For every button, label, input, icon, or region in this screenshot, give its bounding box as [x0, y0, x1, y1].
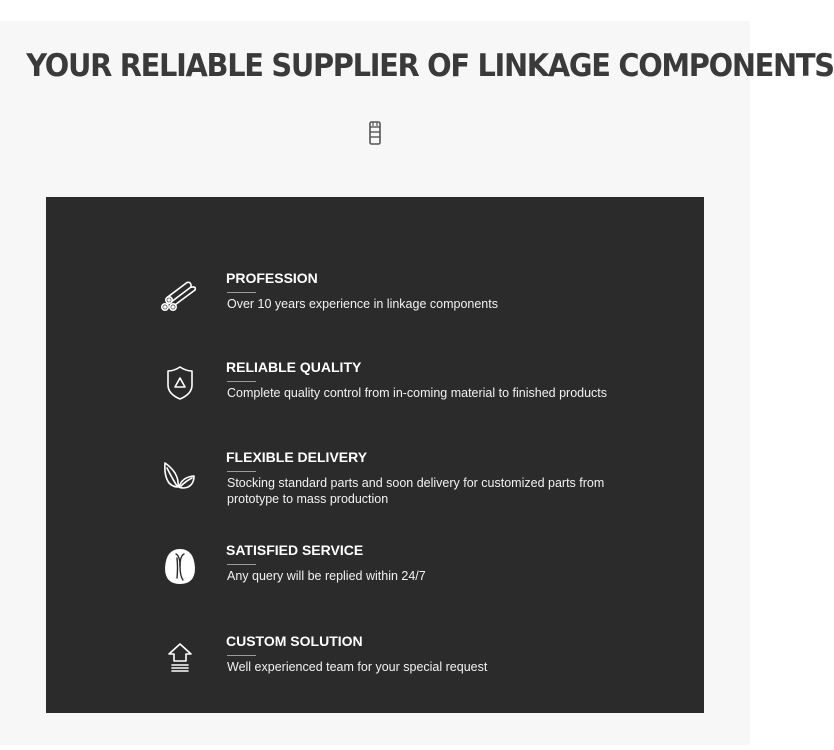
feature-title: SATISFIED SERVICE: [226, 542, 364, 558]
title-underline: [227, 564, 256, 565]
title-underline: [227, 381, 256, 382]
feature-description: Complete quality control from in-coming material to finished products: [227, 386, 608, 400]
feature-description: Well experienced team for your special request: [227, 660, 488, 674]
ladder-icon: [368, 121, 382, 145]
feature-title: CUSTOM SOLUTION: [226, 633, 363, 649]
logs-icon: [160, 274, 200, 314]
title-underline: [227, 292, 256, 293]
page-title: YOUR RELIABLE SUPPLIER OF LINKAGE COMPONENTS: [26, 48, 834, 84]
home-upload-icon: [160, 638, 200, 678]
feature-title: RELIABLE QUALITY: [226, 359, 362, 375]
features-panel: [46, 197, 704, 713]
feature-description: Any query will be replied within 24/7: [227, 569, 426, 583]
feature-description: Over 10 years experience in linkage components: [227, 297, 498, 311]
title-underline: [227, 655, 256, 656]
title-underline: [227, 471, 256, 472]
feature-title: FLEXIBLE DELIVERY: [226, 449, 368, 465]
leaves-icon: [160, 456, 200, 496]
feature-title: PROFESSION: [226, 270, 318, 286]
feature-description: Stocking standard parts and soon delivery for customized parts from prototype to mass production: [227, 476, 605, 506]
shield-icon: [160, 363, 200, 403]
seed-icon: [160, 546, 200, 586]
